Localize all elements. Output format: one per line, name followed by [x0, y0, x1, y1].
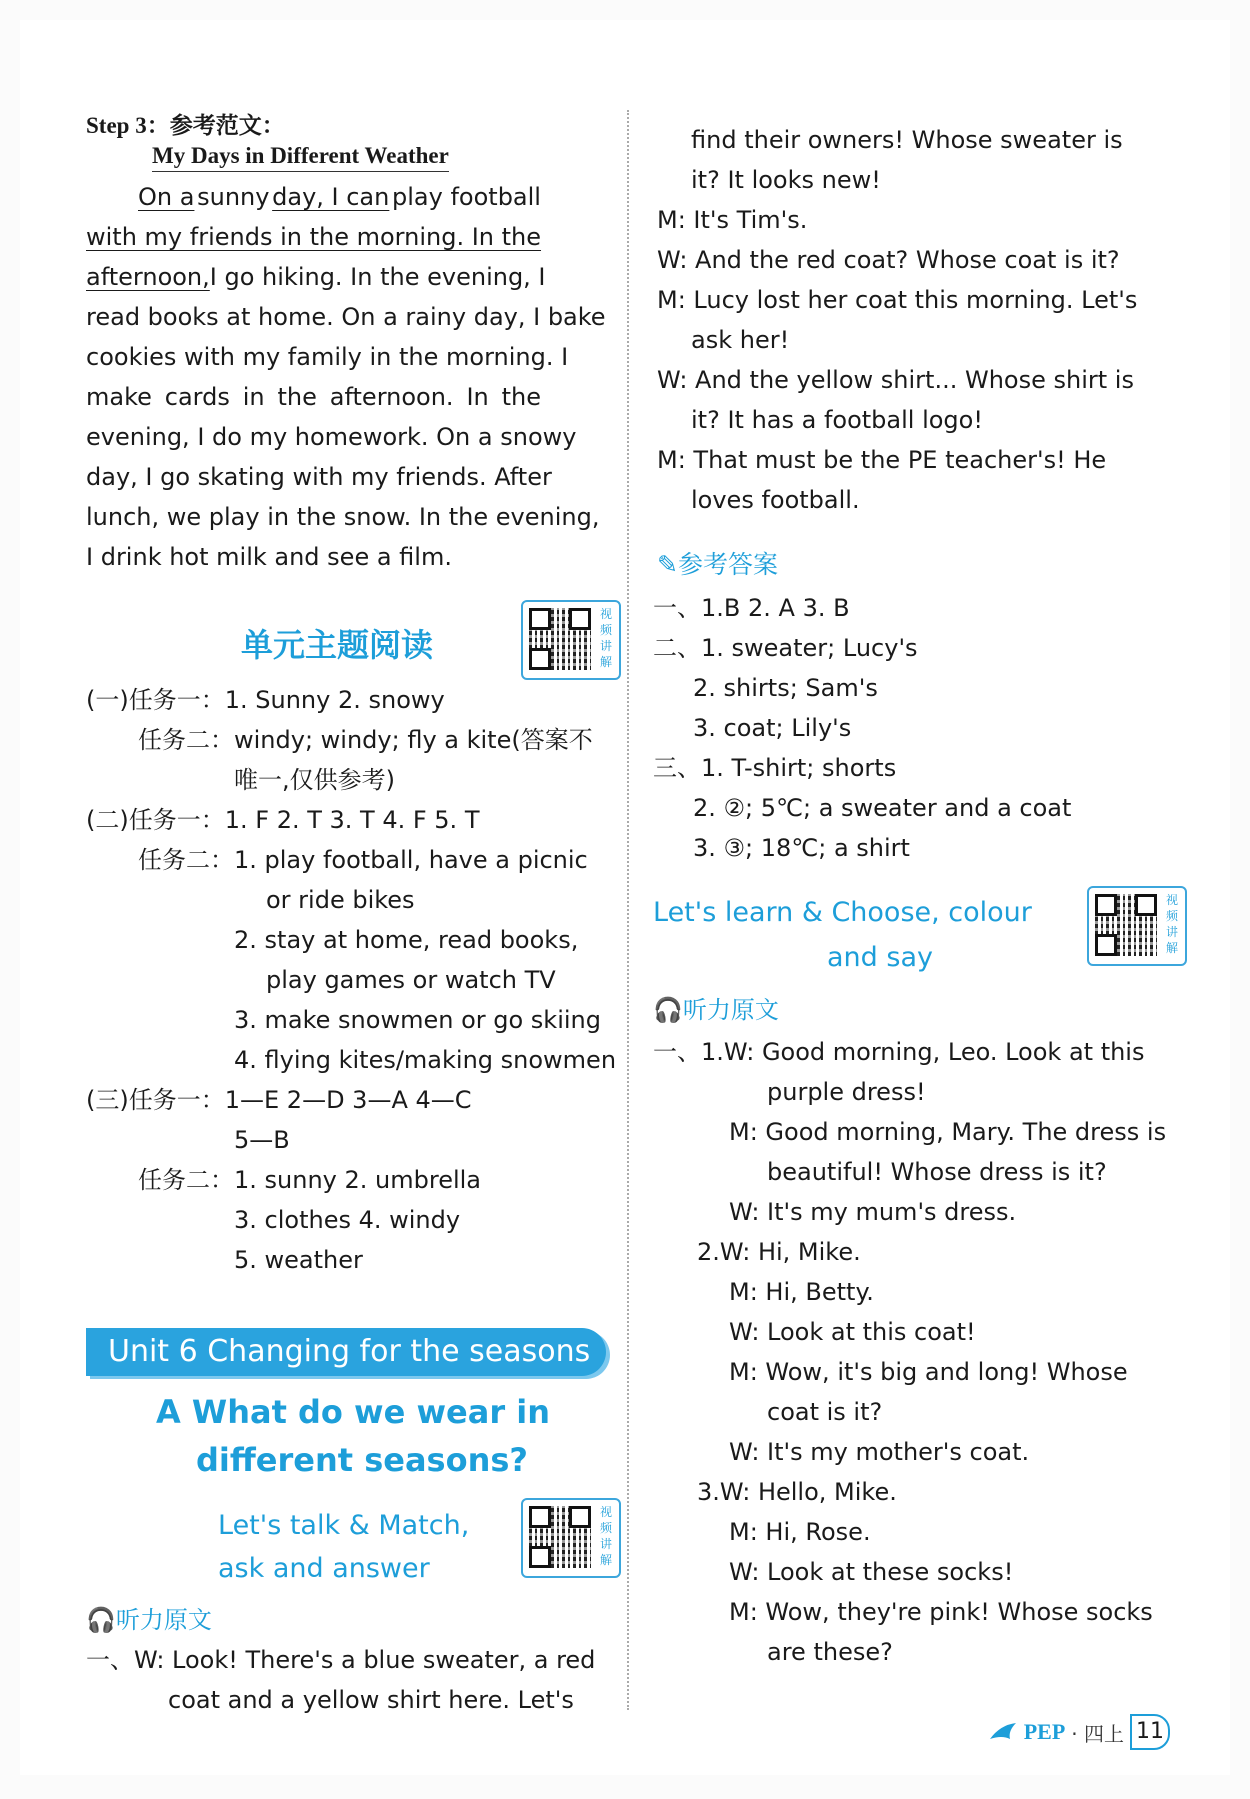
dialogue-continued [657, 120, 1197, 520]
reading-row-6: or ride bikes [266, 886, 415, 914]
reading-answers [86, 680, 616, 1280]
column-divider [627, 110, 629, 1710]
script-line-13: M: Hi, Rose. [729, 1518, 871, 1546]
answer-line-2: 二、1. sweater; Lucy's [653, 634, 918, 662]
reading-row-3: 唯一,仅供参考) [234, 766, 395, 794]
essay-line-2: with my friends in the morning. In the [86, 223, 542, 251]
dialogue-line-6: ask her! [691, 326, 790, 354]
dialogue-line-7: W: And the yellow shirt... Whose shirt is [657, 366, 1134, 394]
reading-row-5: 任务二：1. play football, have a picnic [138, 846, 588, 874]
dialogue-line-5: M: Lucy lost her coat this morning. Let's [657, 286, 1138, 314]
answer-line-7: 3. ③; 18℃; a shirt [693, 834, 910, 862]
transcript-line-2: coat and a yellow shirt here. Let's [168, 1686, 574, 1714]
lets-talk-title-1: Let's talk & Match, [218, 1510, 470, 1541]
script-line-16: are these? [767, 1638, 893, 1666]
essay-line-8: day, I go skating with my friends. After [86, 463, 552, 491]
qr-code-video-1[interactable] [521, 600, 621, 680]
answers-list [653, 588, 1193, 868]
part-a-title-1: A What do we wear in [156, 1393, 550, 1431]
reading-row-2: 任务二：windy; windy; fly a kite(答案不 [138, 726, 593, 754]
page-footer [988, 1714, 1170, 1750]
essay-line-10: I drink hot milk and see a film. [86, 543, 452, 571]
headphones-icon: 🎧 [653, 996, 683, 1024]
answer-line-5: 三、1. T-shirt; shorts [653, 754, 897, 782]
transcript-line-1: 一、W: Look! There's a blue sweater, a red [86, 1646, 596, 1674]
dialogue-line-9: M: That must be the PE teacher's! He [657, 446, 1107, 474]
page [20, 20, 1230, 1775]
script-line-6: 2.W: Hi, Mike. [697, 1238, 861, 1266]
essay [86, 177, 606, 577]
dialogue-line-2: it? It looks new! [691, 166, 881, 194]
script-line-5: W: It's my mum's dress. [729, 1198, 1017, 1226]
answer-line-3: 2. shirts; Sam's [693, 674, 878, 702]
pencil-icon: ✎ [657, 550, 678, 579]
essay-title: My Days in Different Weather [152, 141, 449, 172]
script-line-1: 一、1.W: Good morning, Leo. Look at this [653, 1038, 1145, 1066]
reading-row-7: 2. stay at home, read books, [234, 926, 579, 954]
script-line-9: M: Wow, it's big and long! Whose [729, 1358, 1128, 1386]
reading-row-12: 5—B [234, 1126, 290, 1154]
essay-line-4: read books at home. On a rainy day, I bake [86, 303, 606, 331]
reading-row-15: 5. weather [234, 1246, 363, 1274]
reading-row-1: (一)任务一：1. Sunny 2. snowy [86, 686, 445, 714]
qr-code-video-2[interactable] [521, 1498, 621, 1578]
essay-line-7: evening, I do my homework. On a snowy [86, 423, 577, 451]
qr-label: 视频讲解 [599, 1505, 612, 1567]
reading-row-4: (二)任务一：1. F 2. T 3. T 4. F 5. T [86, 806, 480, 834]
script-line-10: coat is it? [767, 1398, 883, 1426]
script-line-2: purple dress! [767, 1078, 926, 1106]
script-line-8: W: Look at this coat! [729, 1318, 976, 1346]
lets-learn-title-1: Let's learn & Choose, colour [653, 897, 1032, 928]
section-title-unit-reading: 单元主题阅读 [241, 626, 434, 664]
listening-text-right [653, 1032, 1198, 1672]
answer-line-6: 2. ②; 5℃; a sweater and a coat [693, 794, 1072, 822]
dialogue-line-8: it? It has a football logo! [691, 406, 983, 434]
grade-label: · 四上 [1071, 1721, 1124, 1746]
script-line-4: beautiful! Whose dress is it? [767, 1158, 1107, 1186]
qr-code-video-3[interactable] [1087, 886, 1187, 966]
step3-heading: Step 3：参考范文： [86, 113, 285, 138]
essay-line-5: cookies with my family in the morning. I [86, 343, 569, 371]
script-line-14: W: Look at these socks! [729, 1558, 1014, 1586]
essay-line-3: afternoon, I go hiking. In the evening, I [86, 263, 546, 291]
headphones-icon: 🎧 [86, 1606, 116, 1634]
reading-row-13: 任务二：1. sunny 2. umbrella [138, 1166, 481, 1194]
brand-pep: PEP [1023, 1719, 1066, 1744]
qr-label: 视频讲解 [1165, 893, 1178, 955]
reading-row-14: 3. clothes 4. windy [234, 1206, 461, 1234]
essay-line-9: lunch, we play in the snow. In the evening, [86, 503, 600, 531]
dialogue-line-10: loves football. [691, 486, 860, 514]
listening-label-right: 🎧听力原文 [653, 996, 779, 1024]
dialogue-line-4: W: And the red coat? Whose coat is it? [657, 246, 1120, 274]
script-line-3: M: Good morning, Mary. The dress is [729, 1118, 1167, 1146]
script-line-7: M: Hi, Betty. [729, 1278, 874, 1306]
script-line-11: W: It's my mother's coat. [729, 1438, 1030, 1466]
page-number: 11 [1130, 1714, 1170, 1750]
reading-row-9: 3. make snowmen or go skiing [234, 1006, 601, 1034]
essay-line-1: On a sunny day, I can play football [138, 183, 541, 211]
reading-row-11: (三)任务一：1—E 2—D 3—A 4—C [86, 1086, 472, 1114]
answers-label: ✎参考答案 [657, 550, 778, 579]
dialogue-line-3: M: It's Tim's. [657, 206, 808, 234]
lets-talk-title-2: ask and answer [218, 1553, 430, 1584]
script-line-15: M: Wow, they're pink! Whose socks [729, 1598, 1153, 1626]
reading-row-10: 4. flying kites/making snowmen [234, 1046, 617, 1074]
listening-label-left: 🎧听力原文 [86, 1606, 212, 1634]
answer-line-4: 3. coat; Lily's [693, 714, 852, 742]
reading-row-8: play games or watch TV [266, 966, 556, 994]
lets-learn-title-2: and say [827, 942, 933, 973]
part-a-title-2: different seasons? [196, 1441, 528, 1479]
bird-logo-icon [988, 1721, 1018, 1743]
essay-line-6: make cards in the afternoon. In the [86, 383, 541, 411]
qr-label: 视频讲解 [599, 607, 612, 669]
script-line-12: 3.W: Hello, Mike. [697, 1478, 897, 1506]
listening-text-left [86, 1640, 616, 1720]
dialogue-line-1: find their owners! Whose sweater is [691, 126, 1123, 154]
unit-6-banner: Unit 6 Changing for the seasons [86, 1328, 606, 1376]
answer-line-1: 一、1.B 2. A 3. B [653, 594, 850, 622]
